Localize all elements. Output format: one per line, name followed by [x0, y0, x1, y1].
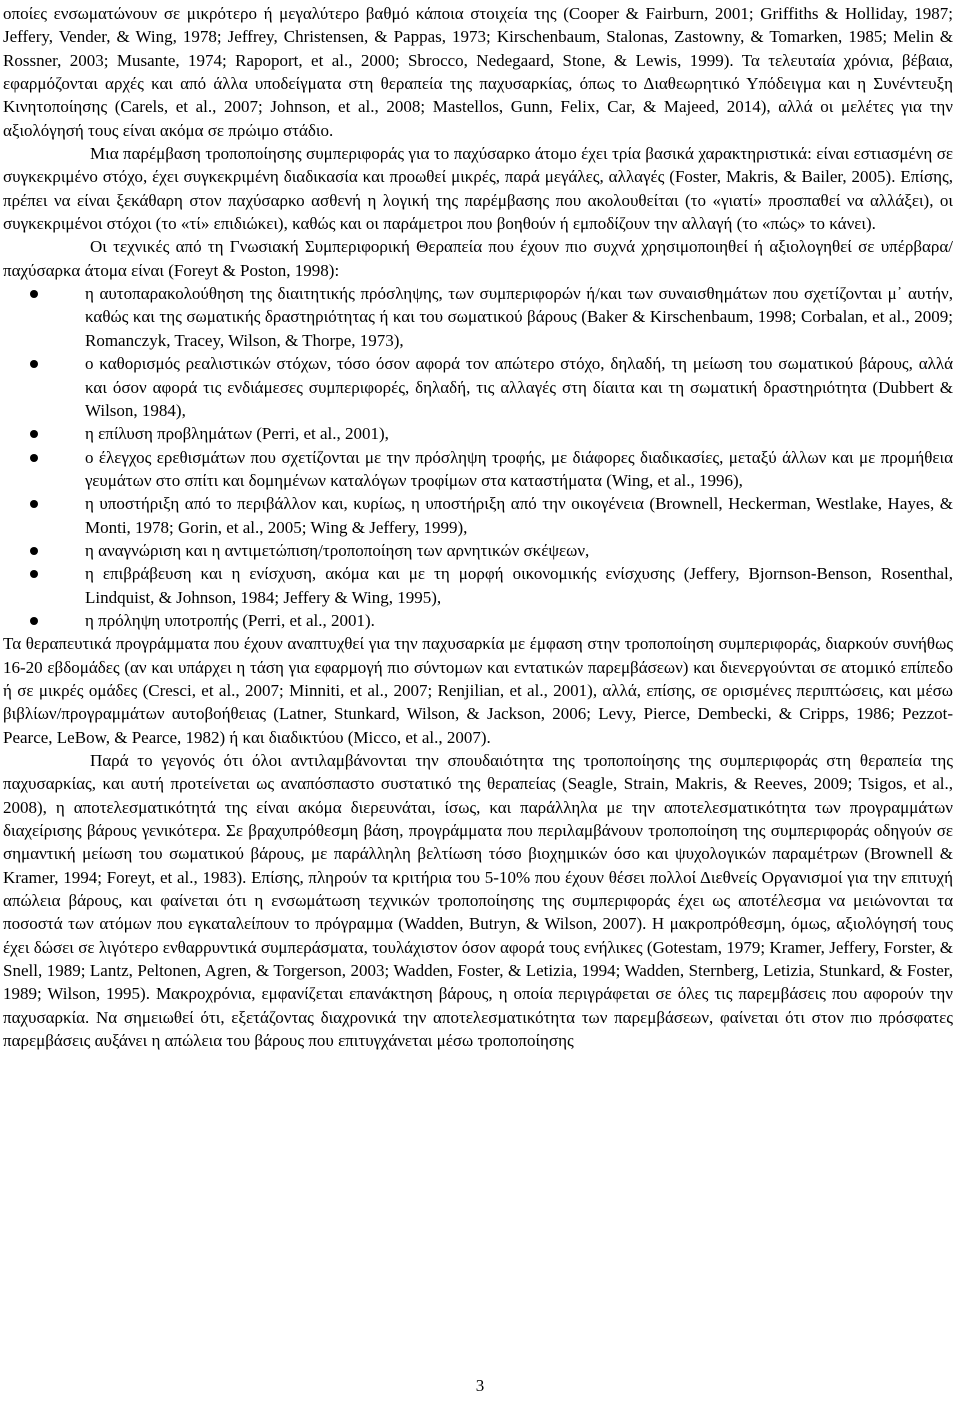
paragraph-continuation: οποίες ενσωματώνουν σε μικρότερο ή μεγαλύτερο βαθμό κάποια στοιχεία της (Cooper & Fairburn, 2001; Griffiths & Holliday, 1987; Jeffery, Vender, & Wing, 1978; Jeffrey, Christensen, & Pappas, 1973; Kirschenbaum, Stalonas, Zastowny, & Tomarken, 1985; Melin & Rossner, 2003; Musante, 1974; Rapoport, et al., 2000; Sbrocco, Nedegaard, Stone, & Lewis, 1999). Τα τελευταία χρόνια, βέβαια, εφαρμόζονται αρχές και από άλλα υποδείγματα στη θεραπεία της παχυσαρκίας, όπως το Διαθεωρητικό Υπόδειγμα και η Συνέντευξη Κινητοποίησης (Carels, et al., 2007; Johnson, et al., 2008; Mastellos, Gunn, Felix, Car, & Majeed, 2014), αλλά οι μελέτες για την αξιολόγησή τους είναι ακόμα σε πρώιμο στάδιο.: [3, 4, 953, 140]
paragraph-therapy-programs: Τα θεραπευτικά προγράμματα που έχουν αναπτυχθεί για την παχυσαρκία με έμφαση στην τροποποίηση συμπεριφοράς, διαρκούν συνήθως 16-20 εβδομάδες (αν και υπάρχει η τάση για εφαρμογή πιο σύντομων και εντατικών παρεμβάσεων) και διενεργούνται σε ατομικό επίπεδο ή σε μικρές ομάδες (Cresci, et al., 2007; Minniti, et al., 2007; Renjilian, et al., 2001), αλλά, επίσης, σε ορισμένες περιπτώσεις, και μέσω βιβλίων/προγραμμάτων αυτοβοήθειας (Latner, Stunkard, Wilson, & Jackson, 2006; Levy, Pierce, Dembecki, & Cripps, 1986; Pezzot-Pearce, LeBow, & Pearce, 1982) ή και διαδικτύου (Micco, et al., 2007).: [3, 634, 953, 747]
list-item-text: ο έλεγχος ερεθισμάτων που σχετίζονται με την πρόσληψη τροφής, με διάφορες διαδικασίες, μεταξύ άλλων και με προμήθεια γευμάτων στο σπίτι και δομημένων καταλόγων τροφίμων στα καταστήματα (Wing, et al., 1996),: [85, 447, 953, 490]
list-item: [85, 539, 953, 562]
list-item: [85, 446, 953, 493]
list-item-text: ο καθορισμός ρεαλιστικών στόχων, τόσο όσον αφορά τον απώτερο στόχο, δηλαδή, τη μείωση του σωματικού βάρους, αλλά και όσον αφορά τις ενδιάμεσες συμπεριφορές, δηλαδή, τις αλλαγές στη δίαιτα και τη σωματική δραστηριότητα (Dubbert & Wilson, 1984),: [85, 354, 953, 420]
paragraph-cbt-techniques: Οι τεχνικές από τη Γνωσιακή Συμπεριφορική Θεραπεία που έχουν πιο συχνά χρησιμοποιηθεί ή αξιολογηθεί σε υπέρβαρα/παχύσαρκα άτομα είναι (Foreyt & Poston, 1998):: [3, 237, 953, 280]
bullet-icon: [30, 430, 38, 438]
list-item-text: η επιβράβευση και η ενίσχυση, ακόμα και με τη μορφή οικονομικής ενίσχυσης (Jeffery, Bjornson-Benson, Rosenthal, Lindquist, & Johnson, 1984; Jeffery & Wing, 1995),: [85, 564, 953, 607]
list-item: [85, 422, 953, 445]
paragraph-effectiveness: Παρά το γεγονός ότι όλοι αντιλαμβάνονται την σπουδαιότητα της τροποποίησης της συμπεριφοράς στη θεραπεία της παχυσαρκίας, και αυτή προτείνεται ως αναπόσπαστο συστατικό της θεραπείας (Seagle, Strain, Makris, & Reeves, 2009; Tsigos, et al., 2008), η αποτελεσματικότητά της είναι ακόμα διερευνάται, ίσως, και παράλληλα με την αποτελεσματικότητα των προγραμμάτων διαχείρισης βάρους γενικότερα. Σε βραχυπρόθεσμη βάση, προγράμματα που περιλαμβάνουν τροποποίηση της συμπεριφοράς οδηγούν σε σημαντική μείωση του σωματικού βάρους, με παράλληλη βελτίωση τόσο βιοχημικών όσο και ψυχολογικών παραμέτρων (Brownell & Kramer, 1994; Foreyt, et al., 1983). Επίσης, πληρούν τα κριτήρια του 5-10% που έχουν θέσει πολλοί Διεθνείς Οργανισμοί για την επιτυχή απώλεια βάρους, και φαίνεται ότι η ενσωμάτωση τεχνικών τροποποίησης της συμπεριφοράς έχει ως αποτέλεσμα να μειώνονται τα ποσοστά των ατόμων που εγκαταλείπουν το πρόγραμμα (Wadden, Butryn, & Wilson, 2007). Η μακροπρόθεσμη, όμως, αξιολόγησή τους έχει δώσει σε λιγότερο ενθαρρυντικά συμπεράσματα, τουλάχιστον όσον αφορά τους ενήλικες (Gotestam, 1979; Kramer, Jeffery, Forster, & Snell, 1989; Lantz, Peltonen, Agren, & Torgerson, 2003; Wadden, Foster, & Letizia, 1994; Wadden, Sternberg, Letizia, Stunkard, & Foster, 1989; Wilson, 1995). Μακροχρόνια, εμφανίζεται επανάκτηση βάρους, η οποία περιγράφεται σε όλες τις παρεμβάσεις που αφορούν την παχυσαρκία. Να σημειωθεί ότι, εξετάζοντας διαχρονικά την αποτελεσματικότητα των παρεμβάσεων, φαίνεται ότι στον πιο πρόσφατες παρεμβάσεις αυξάνει η απώλεια του βάρους που επιτυγχάνεται μέσω τροποποίησης: [3, 751, 953, 1051]
list-item: [85, 609, 953, 632]
list-item-text: η αυτοπαρακολούθηση της διαιτητικής πρόσληψης, των συμπεριφορών ή/και των συναισθημάτων που σχετίζονται μ᾽ αυτήν, καθώς και της σωματικής δραστηριότητας ή και του σωματικού βάρους (Baker & Kirschenbaum, 1998; Corbalan, et al., 2009; Romanczyk, Tracey, Wilson, & Thorpe, 1973),: [85, 284, 953, 350]
bullet-icon: [30, 454, 38, 462]
bullet-icon: [30, 617, 38, 625]
list-item: [85, 352, 953, 422]
techniques-list: [3, 282, 953, 632]
bullet-icon: [30, 547, 38, 555]
list-item: [85, 282, 953, 352]
list-item: [85, 562, 953, 609]
bullet-icon: [30, 360, 38, 368]
list-item-text: η αναγνώριση και η αντιμετώπιση/τροποποίηση των αρνητικών σκέψεων,: [85, 540, 590, 560]
list-item-text: η επίλυση προβλημάτων (Perri, et al., 2001),: [85, 424, 389, 444]
bullet-icon: [30, 570, 38, 578]
page-number: 3: [475, 1376, 485, 1395]
bullet-icon: [30, 500, 38, 508]
bullet-icon: [30, 290, 38, 298]
list-item-text: η πρόληψη υποτροπής (Perri, et al., 2001).: [85, 610, 375, 630]
list-item-text: η υποστήριξη από το περιβάλλον και, κυρίως, η υποστήριξη από την οικογένεια (Brownell, Heckerman, Westlake, Hayes, & Monti, 1978; Gorin, et al., 2005; Wing & Jeffery, 1999),: [85, 494, 953, 537]
list-item: [85, 492, 953, 539]
paragraph-intervention-characteristics: Μια παρέμβαση τροποποίησης συμπεριφοράς για το παχύσαρκο άτομο έχει τρία βασικά χαρακτηριστικά: είναι εστιασμένη σε συγκεκριμένο στόχο, έχει συγκεκριμένη διαδικασία και προωθεί μικρές, παρά μεγάλες, αλλαγές (Foster, Makris, & Bailer, 2005). Επίσης, πρέπει να είναι ξεκάθαρη στον παχύσαρκο ασθενή η λογική της παρέμβασης που ακολουθείται (το «γιατί» προσπαθεί να αλλάξει), οι συγκεκριμένοι στόχοι (το «τί» επιδιώκει), καθώς και οι παράμετροι που βοηθούν ή εμποδίζουν την αλλαγή (το «πώς» το κάνει).: [3, 144, 953, 234]
